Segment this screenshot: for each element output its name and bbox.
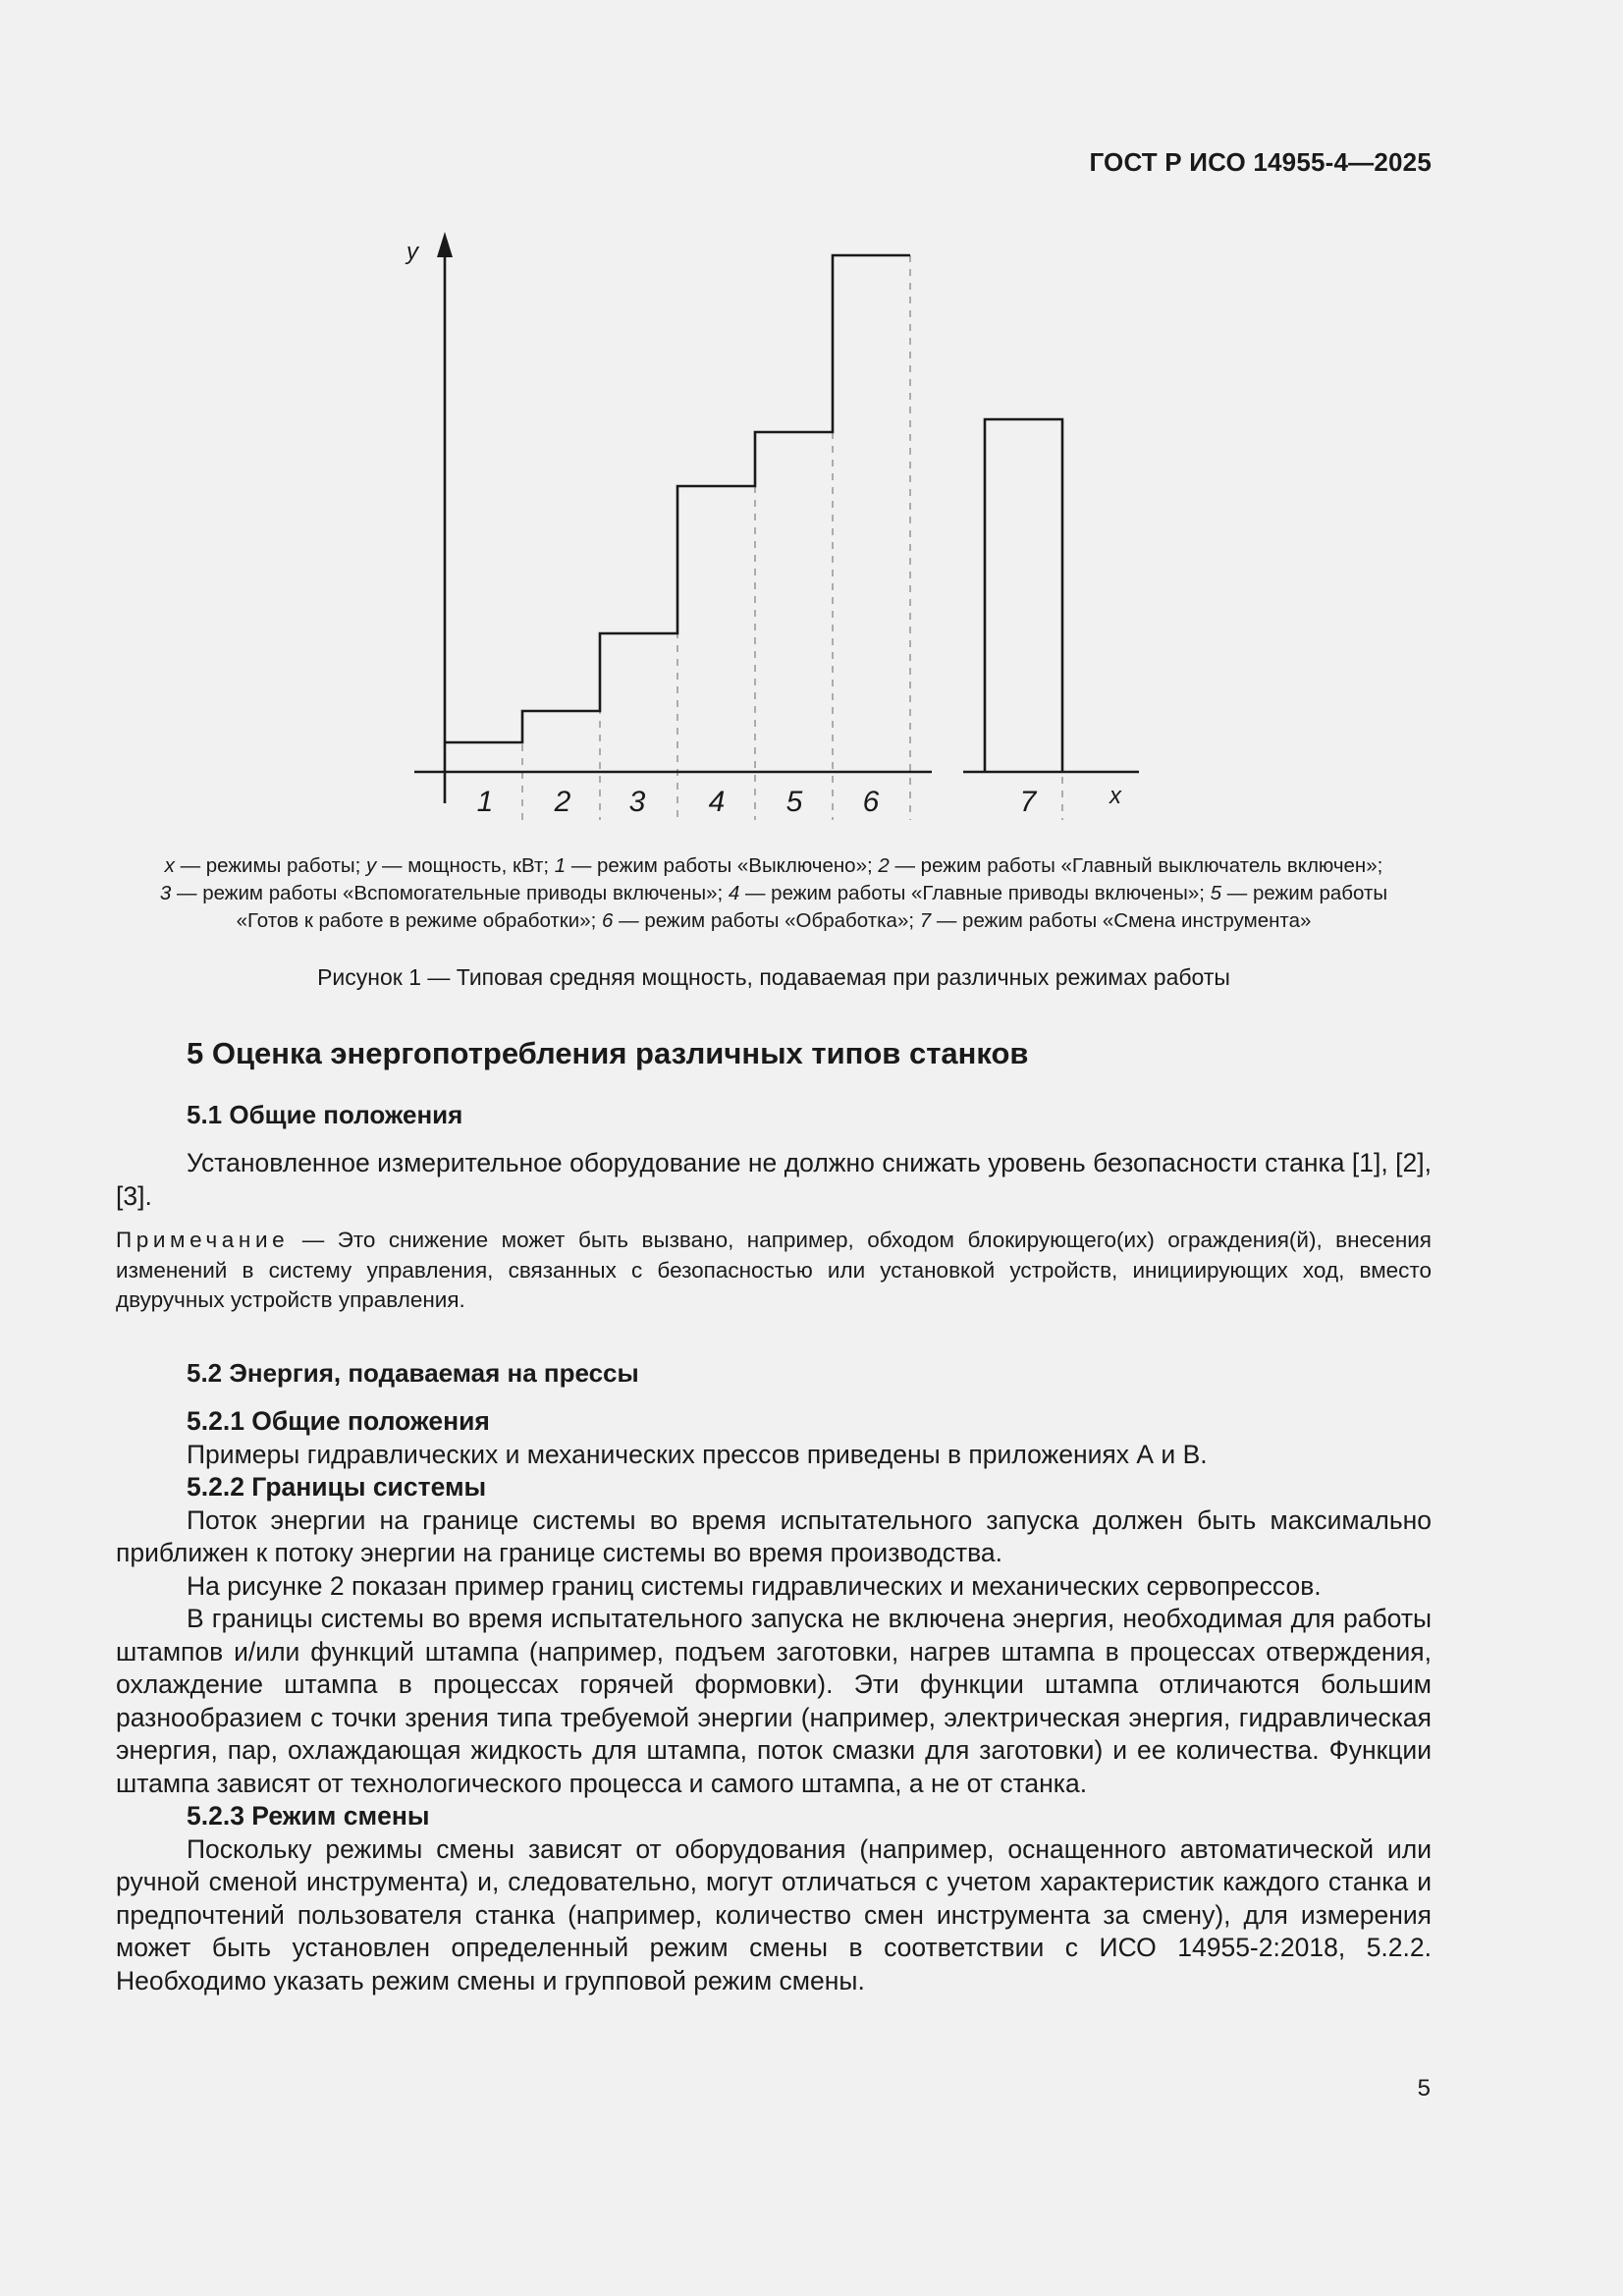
paragraph: Поток энергии на границе системы во время испытательного запуска должен быть максимально приближен к потоку энергии на границе системы во время производства. bbox=[116, 1504, 1432, 1567]
document-code: ГОСТ Р ИСО 14955-4—2025 bbox=[1089, 147, 1432, 177]
x-axis-label: x bbox=[1109, 783, 1121, 809]
legend-symbol: 1 bbox=[554, 854, 567, 877]
section-5-2-3-title: 5.2.3 Режим смены bbox=[187, 1801, 430, 1831]
section-5-2-1-title: 5.2.1 Общие положения bbox=[187, 1406, 490, 1436]
legend-text: — режим работы «Выключено»; bbox=[566, 854, 879, 877]
legend-symbol: x bbox=[164, 854, 175, 877]
note-text: — Это снижение может быть вызвано, например, обходом блокирующего(их) ограждения(й), внесения изменений в систему управления, связанных с безопасностью или установкой устройств, инициирующих ход, вместо двуручных устройств управления. bbox=[116, 1228, 1432, 1312]
note-label: Примечание bbox=[116, 1228, 290, 1252]
paragraph: В границы системы во время испытательного запуска не включена энергия, необходимая для работы штампов и/или функций штампа (например, подъем заготовки, нагрев штампа в процессах отверждения, охлаждение штампа в процессах горячей формовки). Эти функции штампа отличаются большим разнообразием с точки зрения типа требуемой энергии (например, электрическая энергия, гидравлическая энергия, пар, охлаждающая жидкость для штампа, поток смазки для заготовки) и ее количества. Функции штампа зависят от технологического процесса и самого штампа, а не от станка. bbox=[116, 1604, 1432, 1798]
legend-text: — режим работы bbox=[1221, 882, 1388, 904]
power-modes-figure bbox=[393, 226, 1159, 835]
legend-symbol: y bbox=[366, 854, 377, 877]
legend-symbol: 5 bbox=[1210, 882, 1222, 904]
page-number: 5 bbox=[1417, 2075, 1431, 2102]
figure-caption: Рисунок 1 — Типовая средняя мощность, подаваемая при различных режимах работы bbox=[317, 964, 1230, 990]
legend-text: — режимы работы; bbox=[174, 854, 367, 877]
paragraph: Примеры гидравлических и механических прессов приведены в приложениях А и В. bbox=[187, 1439, 1208, 1469]
tick-label: 5 bbox=[785, 786, 803, 818]
y-axis-label: y bbox=[406, 239, 418, 265]
tick-label: 3 bbox=[628, 786, 646, 818]
legend-symbol: 4 bbox=[728, 882, 740, 904]
legend-symbol: 2 bbox=[878, 854, 890, 877]
section-5-title: 5 Оценка энергопотребления различных типов станков bbox=[187, 1036, 1029, 1070]
section-5-1-paragraph bbox=[116, 1147, 1432, 1213]
y-axis-arrow-icon bbox=[437, 232, 453, 257]
legend-text: — мощность, кВт; bbox=[376, 854, 555, 877]
power-step-line bbox=[445, 255, 910, 742]
tick-label: 4 bbox=[708, 786, 726, 818]
section-5-2-2-title: 5.2.2 Границы системы bbox=[187, 1472, 487, 1502]
legend-text: — режим работы «Смена инструмента» bbox=[931, 909, 1312, 932]
legend-symbol: 7 bbox=[919, 909, 932, 932]
legend-symbol: 6 bbox=[602, 909, 614, 932]
legend-text: — режим работы «Вспомогательные приводы включены»; bbox=[171, 882, 729, 904]
paragraph: На рисунке 2 показан пример границ системы гидравлических и механических сервопрессов. bbox=[187, 1570, 1322, 1601]
tick-label: 1 bbox=[476, 786, 494, 818]
tick-label: 2 bbox=[554, 786, 571, 818]
section-5-1-title: 5.1 Общие положения bbox=[187, 1100, 463, 1129]
tick-label: 7 bbox=[1019, 786, 1037, 818]
section-5-2-body bbox=[116, 1405, 1432, 1997]
mode-separators bbox=[522, 255, 1062, 820]
legend-text: — режим работы «Главный выключатель включен»; bbox=[889, 854, 1383, 877]
paragraph: Поскольку режимы смены зависят от оборудования (например, оснащенного автоматической или ручной сменой инструмента) и, следовательно, могут отличаться с учетом характеристик каждого станка и предпочтений пользователя станка (например, количество смен инструмента за смену), для измерения может быть установлен определенный режим смены в соответствии с ИСО 14955-2:2018, 5.2.2. Необходимо указать режим смены и групповой режим смены. bbox=[116, 1833, 1432, 1995]
figure-legend bbox=[116, 852, 1432, 935]
legend-symbol: 3 bbox=[159, 882, 172, 904]
tick-label: 6 bbox=[862, 786, 880, 818]
legend-text: — режим работы «Обработка»; bbox=[613, 909, 920, 932]
paragraph: Установленное измерительное оборудование не должно снижать уровень безопасности станка [1], [2], [3]. bbox=[116, 1148, 1432, 1211]
legend-text: — режим работы «Главные приводы включены»; bbox=[739, 882, 1211, 904]
legend-text: «Готов к работе в режиме обработки»; bbox=[236, 909, 603, 932]
tool-change-bar bbox=[985, 419, 1062, 772]
note bbox=[116, 1226, 1432, 1316]
section-5-2-title: 5.2 Энергия, подаваемая на прессы bbox=[187, 1358, 639, 1388]
